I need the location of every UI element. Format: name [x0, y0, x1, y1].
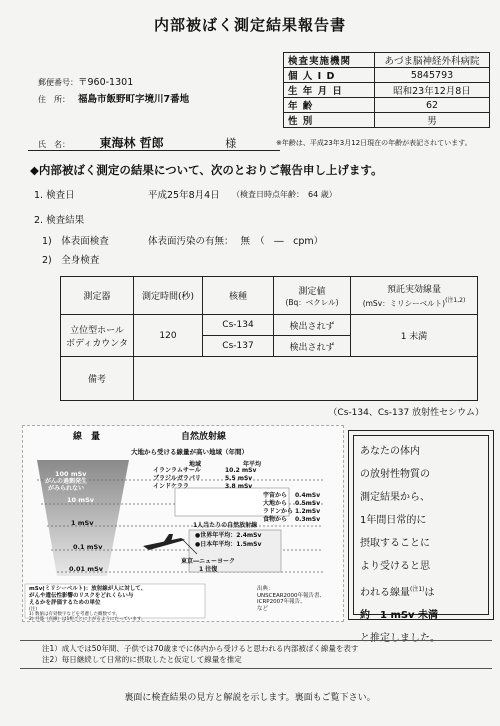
page-title: 内部被ばく測定結果報告書 — [153, 16, 346, 34]
device-cell: 立位型ホール ボディカウンタ — [61, 315, 134, 357]
footnote-1: 注1）成人では50年間、子供では70歳までに体内から受けると思われる内部被ばく線量を表す — [42, 644, 359, 653]
level-001: 0.01 mSv — [69, 565, 103, 573]
footnote-2: 注2）毎日継続して日常的に摂取したと仮定して線量を推定 — [42, 655, 242, 664]
region-list: イランラムサール 10.2 mSv ブラジルガラパリ 5.5 mSv インドケララ 3.8 mSv — [153, 467, 257, 490]
exam-age: （検査日時点年齢： 64 歳） — [232, 190, 337, 199]
result-table — [60, 276, 478, 401]
chart-source: 出典： UNSCEAR2000年報告書、 ICRP2007年報告、 など — [257, 586, 326, 612]
info-row-institution: 検査実施機関 あづま脳神経外科病院 — [284, 53, 490, 68]
postal-code: 郵便番号：〒960-1301 — [38, 77, 134, 88]
patient-name: 東海林 哲郎 — [99, 136, 164, 150]
airplane-icon — [143, 534, 185, 550]
result-row-cs134: 立位型ホール ボディカウンタ 120 Cs-134 検出されず 1 未満 — [61, 315, 478, 336]
closing-note: 裏面に検査結果の見方と解説を示します。裏面もご覧下さい。 — [124, 693, 376, 703]
conclusion-dose: 約 1 mSv 未満 — [360, 610, 439, 622]
cesium-note: （Cs-134、Cs-137 放射性セシウム） — [328, 408, 484, 418]
footnote-divider-2 — [20, 668, 492, 669]
cancer-note: がんの過剰発生 がみられない — [45, 478, 88, 492]
level-10: 10 mSv — [67, 496, 94, 504]
result-header-row: 測定器 測定時間(秒) 核種 測定値 (Bq：ベクレル) 預託実効線量 (mSv：ミリシーベルト)$^{(注1,2)}$ — [61, 277, 478, 315]
source-list: 宇宙から 0.4mSv 大地から 0.5mSv ラドンから 1.2mSv 食物から 0.3mSv — [263, 492, 321, 523]
age-note: ※年齢は、平成23年3月12日現在の年齢が表記されています。 — [276, 139, 472, 147]
level-100: 100 mSv — [55, 470, 87, 478]
level-01: 0.1 mSv — [73, 543, 103, 551]
time-cell: 120 — [134, 315, 203, 357]
msv-note: mSv(ミリシーベルト)：放射線が人に対して、 がんや遺伝性影響のリスクをどれくらい与 えるかを評価するための単位 — [29, 586, 147, 606]
conclusion-box: あなたの体内 の放射性物質の 測定結果から、 1年間日常的に 摂取することに より受けると思 われる線量$^{(注1)}$は 約 1 mSv 未満 と推定しました。 — [348, 430, 494, 620]
info-row-id: 個 人 I D 5845793 — [284, 68, 490, 83]
level-1: 1 mSv — [71, 519, 94, 527]
natural-radiation-heading: 自然放射線 — [181, 432, 227, 442]
exam-date-label: 1. 検査日 — [34, 190, 75, 201]
patient-info-table — [283, 52, 490, 128]
surface-value: 無 — [240, 236, 251, 247]
intro-heading: ◆内部被ばく測定の結果について、次のとおりご報告申し上げます。 — [30, 163, 383, 177]
remarks-row: 備考 — [61, 357, 478, 401]
chart-notes: (注) 1) 数値は有効数字などを考慮した概数です。 2) 目盛（点線）は1桁ごとに上がるようにたっています。 — [29, 607, 146, 622]
patient-name-line: 氏 名： 東海林 哲郎 様 — [28, 134, 280, 151]
info-row-age: 年 齢 62 — [284, 98, 490, 113]
natural-radiation-panel: 線 量 自然放射線 大地から受ける線量が高い地域（年間） 地域 年平均 イランラムサール 10.2 mSv ブラジルガラパリ 5.5 mSv インドケララ 3.8 mSv 宇宙から 0.4mSv 大地から 0.5mSv ラドンから 1.2mSv 食物から 0.3mSv 100 mSv がんの過剰発生 がみられない 10 mSv 1 mSv 0.1 mSv 0.01 mSv 1人当たりの自然放射線 ●世界年平均：2.4mSv ●日本年平均：1.5mSv 東京―ニューヨーク 1 往復 mSv(ミリシーベルト)：放射線が人に対して、 がんや遺伝性影響のリスクをどれくらい与 えるかを評価するための単位 (注) 1) 数値は有効数字などを考慮した概数です。 2) 目盛（点線）は1桁ごとに上がるようにたっています。 出典： UNSCEAR2000年報告書、 ICRP2007年報告、 など — [22, 425, 344, 622]
exam-date-value: 平成25年8月4日 — [148, 190, 220, 201]
address: 住 所： 福島市飯野町字境川7番地 — [38, 94, 190, 105]
result-row-cs137: Cs-137 検出されず — [61, 336, 478, 357]
surface-label: 1) 体表面検査 — [42, 236, 109, 247]
whole-body-label: 2) 全身検査 — [42, 255, 100, 266]
info-row-birthdate: 生 年 月 日 昭和23年12月8日 — [284, 83, 490, 98]
dose-heading: 線 量 — [73, 432, 101, 442]
footnote-divider — [20, 640, 492, 641]
info-row-sex: 性 別 男 — [284, 113, 490, 128]
surface-text: 体表面汚染の有無： 無 （ ― cpm） — [148, 236, 324, 247]
results-label: 2. 検査結果 — [34, 215, 85, 226]
dose-cell: 1 未満 — [351, 315, 478, 357]
